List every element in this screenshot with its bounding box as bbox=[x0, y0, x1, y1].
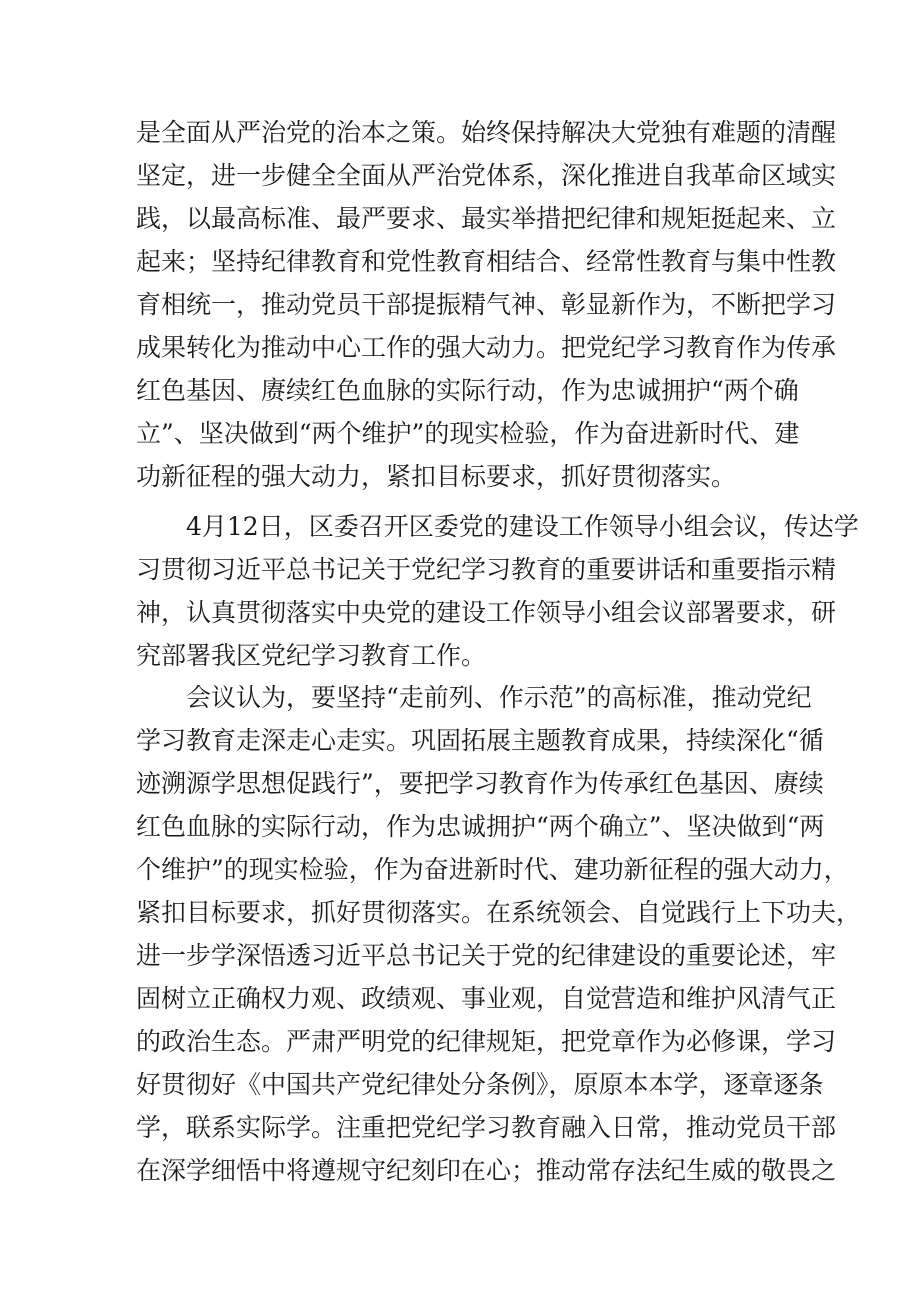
text-line: 成果转化为推动中心工作的强大动力。把党纪学习教育作为传承 bbox=[136, 333, 837, 362]
text-line: 个维护”的现实检验，作为奋进新时代、建功新征程的强大动力， bbox=[136, 855, 849, 884]
text-line: 起来；坚持纪律教育和党性教育相结合、经常性教育与集中性教 bbox=[136, 247, 837, 276]
text-line: 究部署我区党纪学习教育工作。 bbox=[136, 641, 487, 670]
text-line: 在深学细悟中将遵规守纪刻印在心；推动常存法纪生威的敬畏之 bbox=[136, 1156, 837, 1185]
text-line: 学，联系实际学。注重把党纪学习教育融入日常，推动党员干部 bbox=[136, 1113, 837, 1142]
text-line: 红色基因、赓续红色血脉的实际行动，作为忠诚拥护“两个确 bbox=[136, 376, 799, 405]
text-line: 紧扣目标要求，抓好贯彻落实。在系统领会、自觉践行上下功夫， bbox=[136, 898, 862, 927]
text-line: 神，认真贯彻落实中央党的建设工作领导小组会议部署要求，研 bbox=[136, 598, 837, 627]
text-line: 学习教育走深走心走实。巩固拓展主题教育成果，持续深化“循 bbox=[136, 726, 824, 755]
text-line: 践，以最高标准、最严要求、最实举措把纪律和规矩挺起来、立 bbox=[136, 204, 837, 233]
text-line: 功新征程的强大动力，紧扣目标要求，抓好贯彻落实。 bbox=[136, 462, 737, 491]
text-line: 是全面从严治党的治本之策。始终保持解决大党独有难题的清醒 bbox=[136, 118, 837, 147]
text-line: 立”、坚决做到“两个维护”的现实检验，作为奋进新时代、建 bbox=[136, 419, 800, 448]
text-line: 迹溯源学思想促践行”，要把学习教育作为传承红色基因、赓续 bbox=[136, 769, 824, 798]
text-line: 4月12日，区委召开区委党的建设工作领导小组会议，传达学 bbox=[186, 512, 859, 541]
text-line: 的政治生态。严肃严明党的纪律规矩，把党章作为必修课，学习 bbox=[136, 1027, 837, 1056]
text-line: 育相统一，推动党员干部提振精气神、彰显新作为，不断把学习 bbox=[136, 290, 837, 319]
text-line: 进一步学深悟透习近平总书记关于党的纪律建设的重要论述，牢 bbox=[136, 941, 837, 970]
text-line: 习贯彻习近平总书记关于党纪学习教育的重要讲话和重要指示精 bbox=[136, 555, 837, 584]
text-line: 红色血脉的实际行动，作为忠诚拥护“两个确立”、坚决做到“两 bbox=[136, 812, 825, 841]
text-line: 坚定，进一步健全全面从严治党体系，深化推进自我革命区域实 bbox=[136, 161, 837, 190]
text-line: 好贯彻好《中国共产党纪律处分条例》，原原本本学，逐章逐条 bbox=[136, 1070, 824, 1099]
text-line: 固树立正确权力观、政绩观、事业观，自觉营造和维护风清气正 bbox=[136, 984, 837, 1013]
text-line: 会议认为，要坚持“走前列、作示范”的高标准，推动党纪 bbox=[186, 683, 812, 712]
